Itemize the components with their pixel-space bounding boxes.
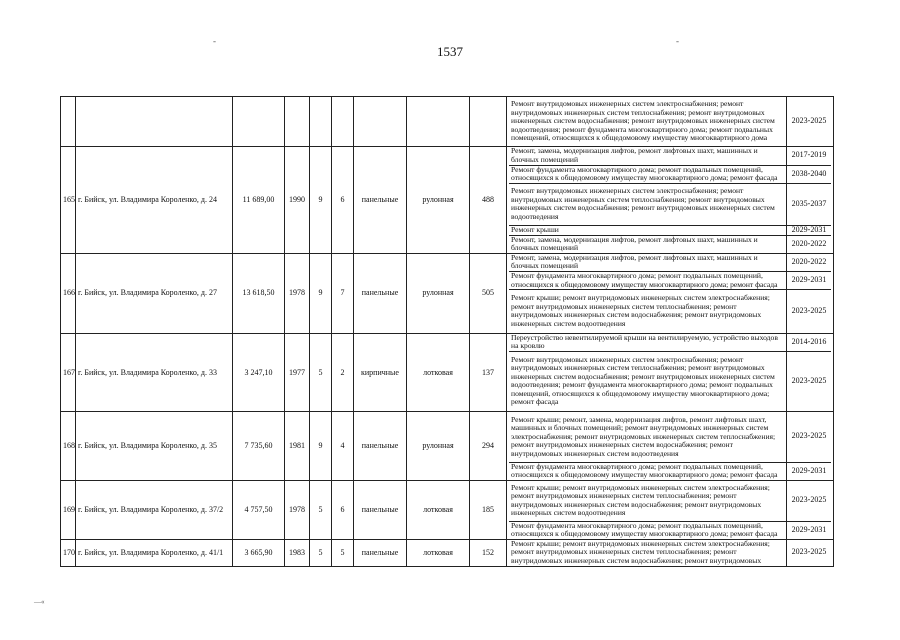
building-row <box>61 539 834 566</box>
works-list <box>509 254 831 333</box>
work-description: Ремонт крыши; ремонт внутридомовых инженерных систем электроснабжения; ремонт внутридомовых инженерных систем теплоснабжения; ремонт внутридомовых инженерных систем водоснабжения; ремонт внутридомовых <box>509 540 787 566</box>
work-item <box>509 540 831 566</box>
work-item <box>509 351 831 411</box>
building-area: 7 735,60 <box>233 412 285 481</box>
works-cell <box>507 412 834 481</box>
empty-cell <box>61 97 76 147</box>
building-roof-type: лотковая <box>407 333 470 412</box>
work-period: 2038-2040 <box>787 165 832 183</box>
work-item <box>509 521 831 539</box>
building-address: г. Бийск, ул. Владимира Короленко, д. 24 <box>76 147 233 254</box>
continuation-row <box>61 97 834 147</box>
works-list <box>509 97 831 146</box>
work-item <box>509 147 831 165</box>
building-entrances: 6 <box>332 481 354 540</box>
work-item <box>509 225 831 235</box>
work-description: Ремонт внутридомовых инженерных систем электроснабжения; ремонт внутридомовых инженерных систем теплоснабжения; ремонт внутридомовых инженерных систем водоснабжения; ремонт внутридомовых инженерных систем водоотведения; ремонт фундамента многоквартирного дома; ремонт подвальных помещений, относящихся к общедомовому имуществу многоквартирного дома; ремонт фасада <box>509 351 787 411</box>
work-description: Ремонт крыши; ремонт, замена, модернизация лифтов, ремонт лифтовых шахт, машинных и блочных помещений; ремонт внутридомовых инженерных систем электроснабжения; ремонт внутридомовых инженерных систем теплоснабжения; ремонт внутридомовых инженерных систем водоснабжения; ремонт внутридомовых инженерных систем водоотведения <box>509 412 787 462</box>
building-roof-type: рулонная <box>407 147 470 254</box>
capital-repair-table <box>60 96 834 567</box>
building-year: 1981 <box>285 412 310 481</box>
works-cell <box>507 333 834 412</box>
empty-cell <box>332 97 354 147</box>
scan-mark-top-right: - <box>676 36 679 46</box>
empty-cell <box>470 97 507 147</box>
works-list <box>509 540 831 566</box>
empty-cell <box>76 97 233 147</box>
building-entrances: 2 <box>332 333 354 412</box>
building-entrances: 5 <box>332 539 354 566</box>
building-entrances: 4 <box>332 412 354 481</box>
work-item <box>509 462 831 480</box>
works-cell <box>507 481 834 540</box>
building-row <box>61 253 834 333</box>
work-period: 2023-2025 <box>787 412 832 462</box>
building-flats: 185 <box>470 481 507 540</box>
building-row <box>61 333 834 412</box>
building-address: г. Бийск, ул. Владимира Короленко, д. 35 <box>76 412 233 481</box>
work-description: Ремонт фундамента многоквартирного дома; ремонт подвальных помещений, относящихся к общедомовому имуществу многоквартирного дома; ремонт фасада <box>509 272 787 290</box>
work-description: Ремонт фундамента многоквартирного дома; ремонт подвальных помещений, относящихся к общедомовому имуществу многоквартирного дома; ремонт фасада <box>509 521 787 539</box>
building-flats: 294 <box>470 412 507 481</box>
works-list <box>509 481 831 539</box>
work-item <box>509 165 831 183</box>
work-description: Ремонт, замена, модернизация лифтов, ремонт лифтовых шахт, машинных и блочных помещений <box>509 235 787 253</box>
building-wall-material: панельные <box>354 539 407 566</box>
works-list <box>509 412 831 480</box>
work-period: 2029-2031 <box>791 465 827 475</box>
work-description: Переустройство невентилируемой крыши на вентилируемую, устройство выходов на кровлю <box>509 334 787 352</box>
building-row <box>61 481 834 540</box>
work-period: 2020-2022 <box>791 238 827 248</box>
work-item <box>509 97 831 146</box>
works-cell <box>507 147 834 254</box>
building-roof-type: лотковая <box>407 481 470 540</box>
work-period: 2035-2037 <box>787 183 832 225</box>
building-roof-type: рулонная <box>407 412 470 481</box>
table-body <box>61 97 834 567</box>
building-address: г. Бийск, ул. Владимира Короленко, д. 41/1 <box>76 539 233 566</box>
building-number: 169 <box>61 481 76 540</box>
building-number: 165 <box>61 147 76 254</box>
building-year: 1983 <box>285 539 310 566</box>
building-address: г. Бийск, ул. Владимира Короленко, д. 27 <box>76 253 233 333</box>
building-wall-material: панельные <box>354 253 407 333</box>
building-floors: 5 <box>310 539 332 566</box>
work-period: 2023-2025 <box>787 481 832 521</box>
building-area: 13 618,50 <box>233 253 285 333</box>
building-row <box>61 147 834 254</box>
empty-cell <box>310 97 332 147</box>
work-period: 2029-2031 <box>787 272 832 290</box>
work-description: Ремонт крыши; ремонт внутридомовых инженерных систем электроснабжения; ремонт внутридомовых инженерных систем теплоснабжения; ремонт внутридомовых инженерных систем водоснабжения; ремонт внутридомовых инженерных систем водоотведения <box>509 290 787 333</box>
works-cell <box>507 253 834 333</box>
work-period: 2029-2031 <box>791 524 827 534</box>
page-number: 1537 <box>437 44 463 59</box>
works-cell <box>507 539 834 566</box>
building-floors: 9 <box>310 147 332 254</box>
building-roof-type: рулонная <box>407 253 470 333</box>
work-period: 2029-2031 <box>787 225 832 235</box>
building-number: 167 <box>61 333 76 412</box>
building-number: 166 <box>61 253 76 333</box>
building-area: 4 757,50 <box>233 481 285 540</box>
work-item <box>509 235 831 253</box>
building-floors: 9 <box>310 253 332 333</box>
empty-cell <box>233 97 285 147</box>
work-description: Ремонт, замена, модернизация лифтов, ремонт лифтовых шахт, машинных и блочных помещений <box>509 254 787 272</box>
building-wall-material: панельные <box>354 412 407 481</box>
building-number: 170 <box>61 539 76 566</box>
building-roof-type: лотковая <box>407 539 470 566</box>
work-description: Ремонт, замена, модернизация лифтов, ремонт лифтовых шахт, машинных и блочных помещений <box>509 147 787 165</box>
work-period: 2023-2025 <box>791 305 827 315</box>
work-period: 2023-2025 <box>791 547 827 557</box>
work-description: Ремонт фундамента многоквартирного дома; ремонт подвальных помещений, относящихся к общедомовому имуществу многоквартирного дома; ремонт фасада <box>509 165 787 183</box>
work-period: 2014-2016 <box>787 334 832 352</box>
building-flats: 505 <box>470 253 507 333</box>
building-floors: 5 <box>310 481 332 540</box>
building-wall-material: кирпичные <box>354 333 407 412</box>
building-flats: 488 <box>470 147 507 254</box>
work-item <box>509 254 831 272</box>
building-area: 3 665,90 <box>233 539 285 566</box>
building-wall-material: панельные <box>354 481 407 540</box>
work-item <box>509 290 831 333</box>
building-area: 11 689,00 <box>233 147 285 254</box>
work-description: Ремонт фундамента многоквартирного дома; ремонт подвальных помещений, относящихся к общедомовому имуществу многоквартирного дома; ремонт фасада <box>509 462 787 480</box>
building-flats: 152 <box>470 539 507 566</box>
work-item <box>509 334 831 352</box>
scan-mark-top-left: - <box>213 36 216 46</box>
building-address: г. Бийск, ул. Владимира Короленко, д. 33 <box>76 333 233 412</box>
work-description: Ремонт внутридомовых инженерных систем электроснабжения; ремонт внутридомовых инженерных систем теплоснабжения; ремонт внутридомовых инженерных систем водоснабжения; ремонт внутридомовых инженерных систем водоотведения; ремонт фундамента многоквартирного дома; ремонт подвальных помещений, относящихся к общедомовому имуществу многоквартирного дома <box>509 97 787 146</box>
works-cell <box>507 97 834 147</box>
building-flats: 137 <box>470 333 507 412</box>
building-area: 3 247,10 <box>233 333 285 412</box>
building-year: 1978 <box>285 481 310 540</box>
building-row <box>61 412 834 481</box>
building-floors: 5 <box>310 333 332 412</box>
building-year: 1978 <box>285 253 310 333</box>
work-item <box>509 481 831 521</box>
scan-mark-margin: —« <box>34 598 45 606</box>
empty-cell <box>285 97 310 147</box>
works-list <box>509 334 831 412</box>
building-year: 1977 <box>285 333 310 412</box>
empty-cell <box>354 97 407 147</box>
work-item <box>509 412 831 462</box>
work-description: Ремонт крыши; ремонт внутридомовых инженерных систем электроснабжения; ремонт внутридомовых инженерных систем теплоснабжения; ремонт внутридомовых инженерных систем водоснабжения; ремонт внутридомовых инженерных систем водоотведения <box>509 481 787 521</box>
work-description: Ремонт крыши <box>509 225 787 235</box>
work-item <box>509 183 831 225</box>
work-item <box>509 272 831 290</box>
building-entrances: 7 <box>332 253 354 333</box>
building-address: г. Бийск, ул. Владимира Короленко, д. 37/2 <box>76 481 233 540</box>
building-entrances: 6 <box>332 147 354 254</box>
works-list <box>509 147 831 253</box>
work-period: 2023-2025 <box>791 116 827 126</box>
work-period: 2023-2025 <box>791 375 827 385</box>
building-year: 1990 <box>285 147 310 254</box>
building-wall-material: панельные <box>354 147 407 254</box>
work-period: 2020-2022 <box>787 254 832 272</box>
work-description: Ремонт внутридомовых инженерных систем электроснабжения; ремонт внутридомовых инженерных систем теплоснабжения; ремонт внутридомовых инженерных систем водоснабжения; ремонт внутридомовых инженерных систем водоотведения <box>509 183 787 225</box>
building-number: 168 <box>61 412 76 481</box>
empty-cell <box>407 97 470 147</box>
work-period: 2017-2019 <box>787 147 832 165</box>
building-floors: 9 <box>310 412 332 481</box>
